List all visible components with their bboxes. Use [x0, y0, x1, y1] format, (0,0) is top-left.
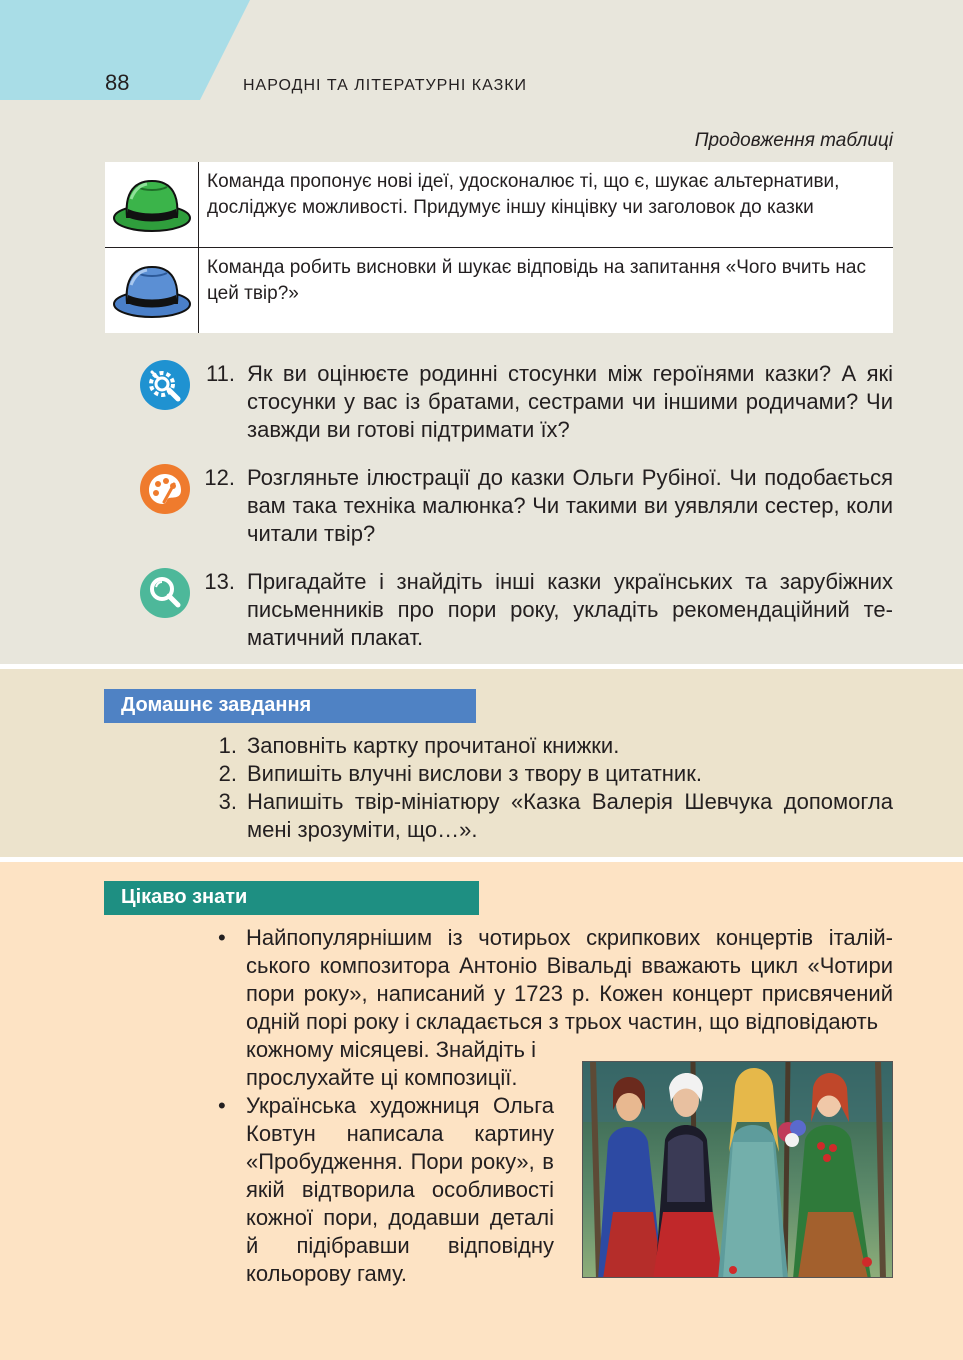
homework-list	[210, 732, 893, 844]
palette-icon	[140, 464, 190, 514]
hat-description: Команда робить висновки й шукає відповідь на запитання «Чого вчить нас цей твір?»	[207, 257, 866, 304]
task-text: Розгляньте ілюстрації до казки Ольги Рубіної. Чи подобається вам така техніка малюнка? Чи такими ви уявляли сестер, коли читали твір?	[247, 465, 893, 546]
facts-title: Цікаво знати	[104, 881, 479, 915]
blue-hat-icon	[111, 259, 193, 323]
painting-four-seasons	[583, 1062, 893, 1278]
bullet-icon: •	[218, 1093, 226, 1118]
item-number: 3.	[218, 789, 237, 814]
homework-title: Домашнє завдання	[104, 689, 476, 723]
item-text: Випишіть влучні вислови з твору в цитатник.	[247, 761, 702, 786]
task-text: Пригадайте і знайдіть інші казки українських та зарубіжних письменників про пори року, укладіть рекомендаційний тематичний плакат.	[247, 569, 893, 650]
magnifier-icon	[140, 568, 190, 618]
page-number: 88	[105, 70, 130, 95]
hat-description: Команда пропонує нові ідеї, удосконалює ті, що є, шукає альтернативи, досліджує можливості. Придумує іншу кінцівку чи заголовок до казки	[207, 171, 840, 218]
painting-image	[582, 1061, 893, 1278]
list-item	[210, 732, 893, 760]
fact-text-narrow: кожному місяцеві. Знайдіть і прослухайте ці композиції.	[246, 1037, 536, 1090]
bullet-icon: •	[218, 925, 226, 950]
table-continuation-note: Продовження таблиці	[694, 130, 893, 151]
fact-text: Українська художниця Ольга Ковтун написала картину «Пробудження. Пори року», в якій відтворила особливості кожної пори, додавши деталі й підібравши відповідну кольорову гаму.	[246, 1093, 554, 1286]
homework-section	[0, 669, 963, 857]
task-list	[140, 360, 893, 652]
task-item	[140, 360, 893, 444]
task-item	[140, 464, 893, 548]
item-number: 2.	[218, 761, 237, 786]
hats-table	[105, 162, 893, 333]
task-number: 13.	[204, 569, 235, 594]
table-row	[105, 248, 893, 333]
task-number: 11.	[206, 361, 235, 386]
hat-cell	[105, 162, 199, 247]
task-item	[140, 568, 893, 652]
interesting-facts-section	[0, 862, 963, 1360]
fact-text-wide: Найпопулярнішим із чотирьох скрипкових концертів італійського композитора Антоніо Вівальді вважають цикл «Чотири пори року», написаний у 1723 р. Кожен концерт присвячений одній порі року і складається з трьох частин, що відповідають	[246, 925, 893, 1034]
list-item	[210, 788, 893, 844]
hat-cell	[105, 248, 199, 333]
gear-wrench-icon	[140, 360, 190, 410]
fact-item	[218, 1092, 554, 1288]
running-title: НАРОДНІ ТА ЛІТЕРАТУРНІ КАЗКИ	[243, 77, 528, 94]
task-number: 12.	[204, 465, 235, 490]
item-text: Заповніть картку прочитаної книжки.	[247, 733, 620, 758]
task-text: Як ви оцінюєте родинні стосунки між героїнями казки? А які стосунки у вас із братами, сестрами чи іншими родичами? Чи завжди ви готові підтримати їх?	[247, 361, 893, 442]
list-item	[210, 760, 893, 788]
item-number: 1.	[218, 733, 237, 758]
table-row	[105, 162, 893, 248]
item-text: Напишіть твір-мініатюру «Казка Валерія Шевчука допомогла мені зрозуміти, що…».	[247, 789, 893, 842]
green-hat-icon	[111, 173, 193, 237]
